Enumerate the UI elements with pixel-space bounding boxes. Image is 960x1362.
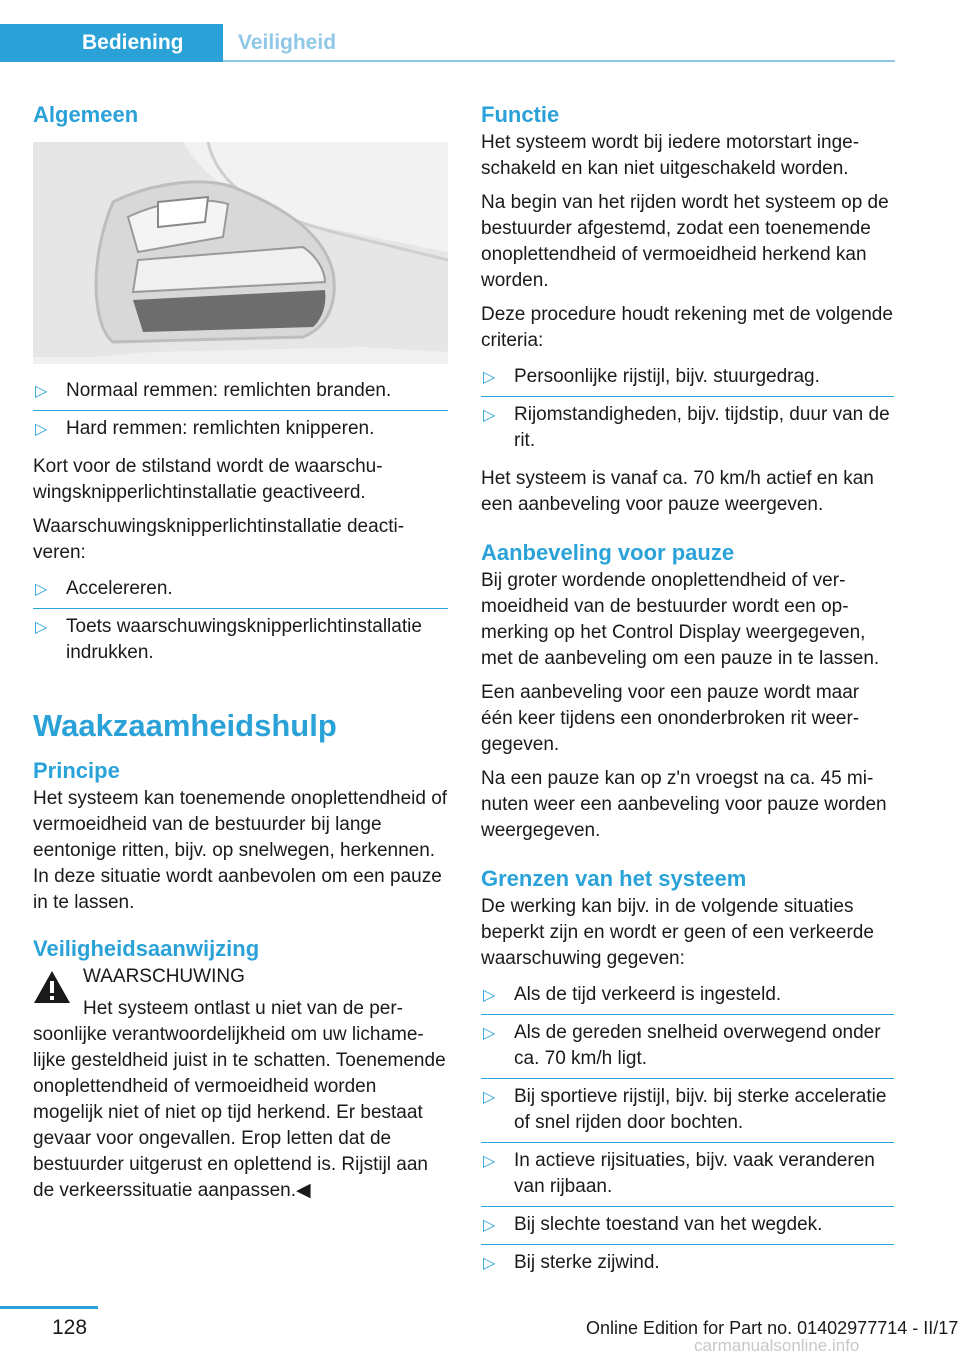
heading-functie: Functie [481,102,560,127]
tab-divider-line [223,60,895,62]
deactivate-list [33,574,448,672]
list-item: ▷ Als de gereden snelheid overwegend onder ca. 70 km/h ligt. [481,1018,894,1079]
paragraph: Het systeem is vanaf ca. 70 km/h actief en kan een aanbeveling voor pauze weergeven. [481,468,874,515]
tab-bediening[interactable]: Bediening [0,24,223,62]
criteria-list [481,362,894,460]
heading-veiligheidsaanwijzing: Veiligheidsaanwijzing [33,936,260,961]
bullet-triangle-icon: ▷ [35,581,48,598]
heading-grenzen: Grenzen van het systeem [481,866,747,891]
paragraph: Kort voor de stilstand wordt de waarschuwingsknipperlichtinstallatie geactiveerd. [33,456,383,503]
brake-light-list [33,376,448,448]
bullet-triangle-icon: ▷ [483,1217,496,1234]
tail-light-image [33,142,448,364]
warning-block [33,964,448,1204]
paragraph: Het systeem kan toenemende onoplettendheid of vermoeidheid van de bestuurder bij lange eentonige ritten, bijv. op snelwegen, herkennen. In deze situatie wordt aanbevolen om een pauze in te lassen. [33,788,448,913]
bullet-triangle-icon: ▷ [35,619,48,636]
bullet-triangle-icon: ▷ [483,987,496,1004]
bullet-triangle-icon: ▷ [483,1255,496,1272]
paragraph: Waarschuwingsknipperlichtinstallatie deactiveren: [33,516,405,563]
limitations-list [481,980,894,1282]
bullet-triangle-icon: ▷ [483,369,496,386]
bullet-triangle-icon: ▷ [483,1153,496,1170]
warning-label: WAARSCHUWING [83,966,245,987]
left-column [33,100,448,1204]
list-item: ▷ Bij sterke zijwind. [481,1248,894,1282]
paragraph: Het systeem wordt bij iedere motorstart ingeschakeld en kan niet uitgeschakeld worden. [481,132,860,179]
list-item: ▷ Hard remmen: remlichten knipperen. [33,414,448,448]
bullet-triangle-icon: ▷ [483,1025,496,1042]
section-title: Waakzaamheidshulp [33,708,337,743]
watermark: carmanualsonline.info [694,1336,860,1355]
list-item: ▷ Bij sportieve rijstijl, bijv. bij sterke acceleratie of snel rijden door bochten. [481,1082,894,1143]
bullet-triangle-icon: ▷ [483,407,496,424]
edition-text: Online Edition for Part no. 01402977714 - II/17 [586,1318,959,1338]
warning-text: Het systeem ontlast u niet van de persoonlijke verantwoordelijkheid om uw lichamelijke gesteldheid juist in te schatten. Toenemende onoplettendheid of vermoeidheid worden mogelijk niet of niet op tijd herkend. Er bestaat gevaar voor ongevallen. Erop letten dat de bestuurder uitgerust en oplettend is. Rijstijl aan de verkeerssituatie aanpassen.◀ [33,998,446,1201]
list-item: ▷ Toets waarschuwingsknipperlichtinstallatie indrukken. [35,616,422,663]
list-item: ▷ Als de tijd verkeerd is ingesteld. [481,980,894,1015]
list-item: ▷ Rijomstandigheden, bijv. tijdstip, duur van de rit. [483,404,890,451]
bullet-triangle-icon: ▷ [35,421,48,438]
page-number: 128 [52,1316,88,1339]
header-tabs [0,24,895,62]
bullet-triangle-icon: ▷ [35,383,48,400]
list-item: ▷ Accelereren. [33,574,448,609]
heading-algemeen: Algemeen [33,102,139,127]
heading-aanbeveling: Aanbeveling voor pauze [481,540,735,565]
footer-accent-line [0,1306,98,1309]
bullet-triangle-icon: ▷ [483,1089,496,1106]
list-item: ▷ Normaal remmen: remlichten branden. [33,376,448,411]
paragraph: Deze procedure houdt rekening met de volgende criteria: [481,304,893,351]
tab-veiligheid[interactable]: Veiligheid [238,31,337,54]
warning-triangle-icon [33,970,71,1004]
tail-light-illustration [33,142,448,364]
paragraph: Na een pauze kan op z'n vroegst na ca. 45 minuten weer een aanbeveling voor pauze worden weergegeven. [481,768,887,841]
paragraph: Een aanbeveling voor een pauze wordt maar één keer tijdens een ononderbroken rit weergegeven. [481,682,860,755]
paragraph: Bij groter wordende onoplettendheid of vermoeidheid van de bestuurder wordt een opmerking op het Control Display weergegeven, met de aanbeveling om een pauze in te lassen. [481,570,880,669]
right-column [481,100,894,1288]
paragraph: Na begin van het rijden wordt het systeem op de bestuurder afgestemd, zodat een toenemende onoplettendheid of vermoeidheid herkend kan worden. [481,192,889,291]
list-item: ▷ Persoonlijke rijstijl, bijv. stuurgedrag. [481,362,894,397]
list-item: ▷ In actieve rijsituaties, bijv. vaak veranderen van rijbaan. [481,1146,894,1207]
list-item: ▷ Bij slechte toestand van het wegdek. [481,1210,894,1245]
heading-principe: Principe [33,758,120,783]
paragraph: De werking kan bijv. in de volgende situaties beperkt zijn en wordt er geen of een verkeerde waarschuwing gegeven: [481,896,874,969]
